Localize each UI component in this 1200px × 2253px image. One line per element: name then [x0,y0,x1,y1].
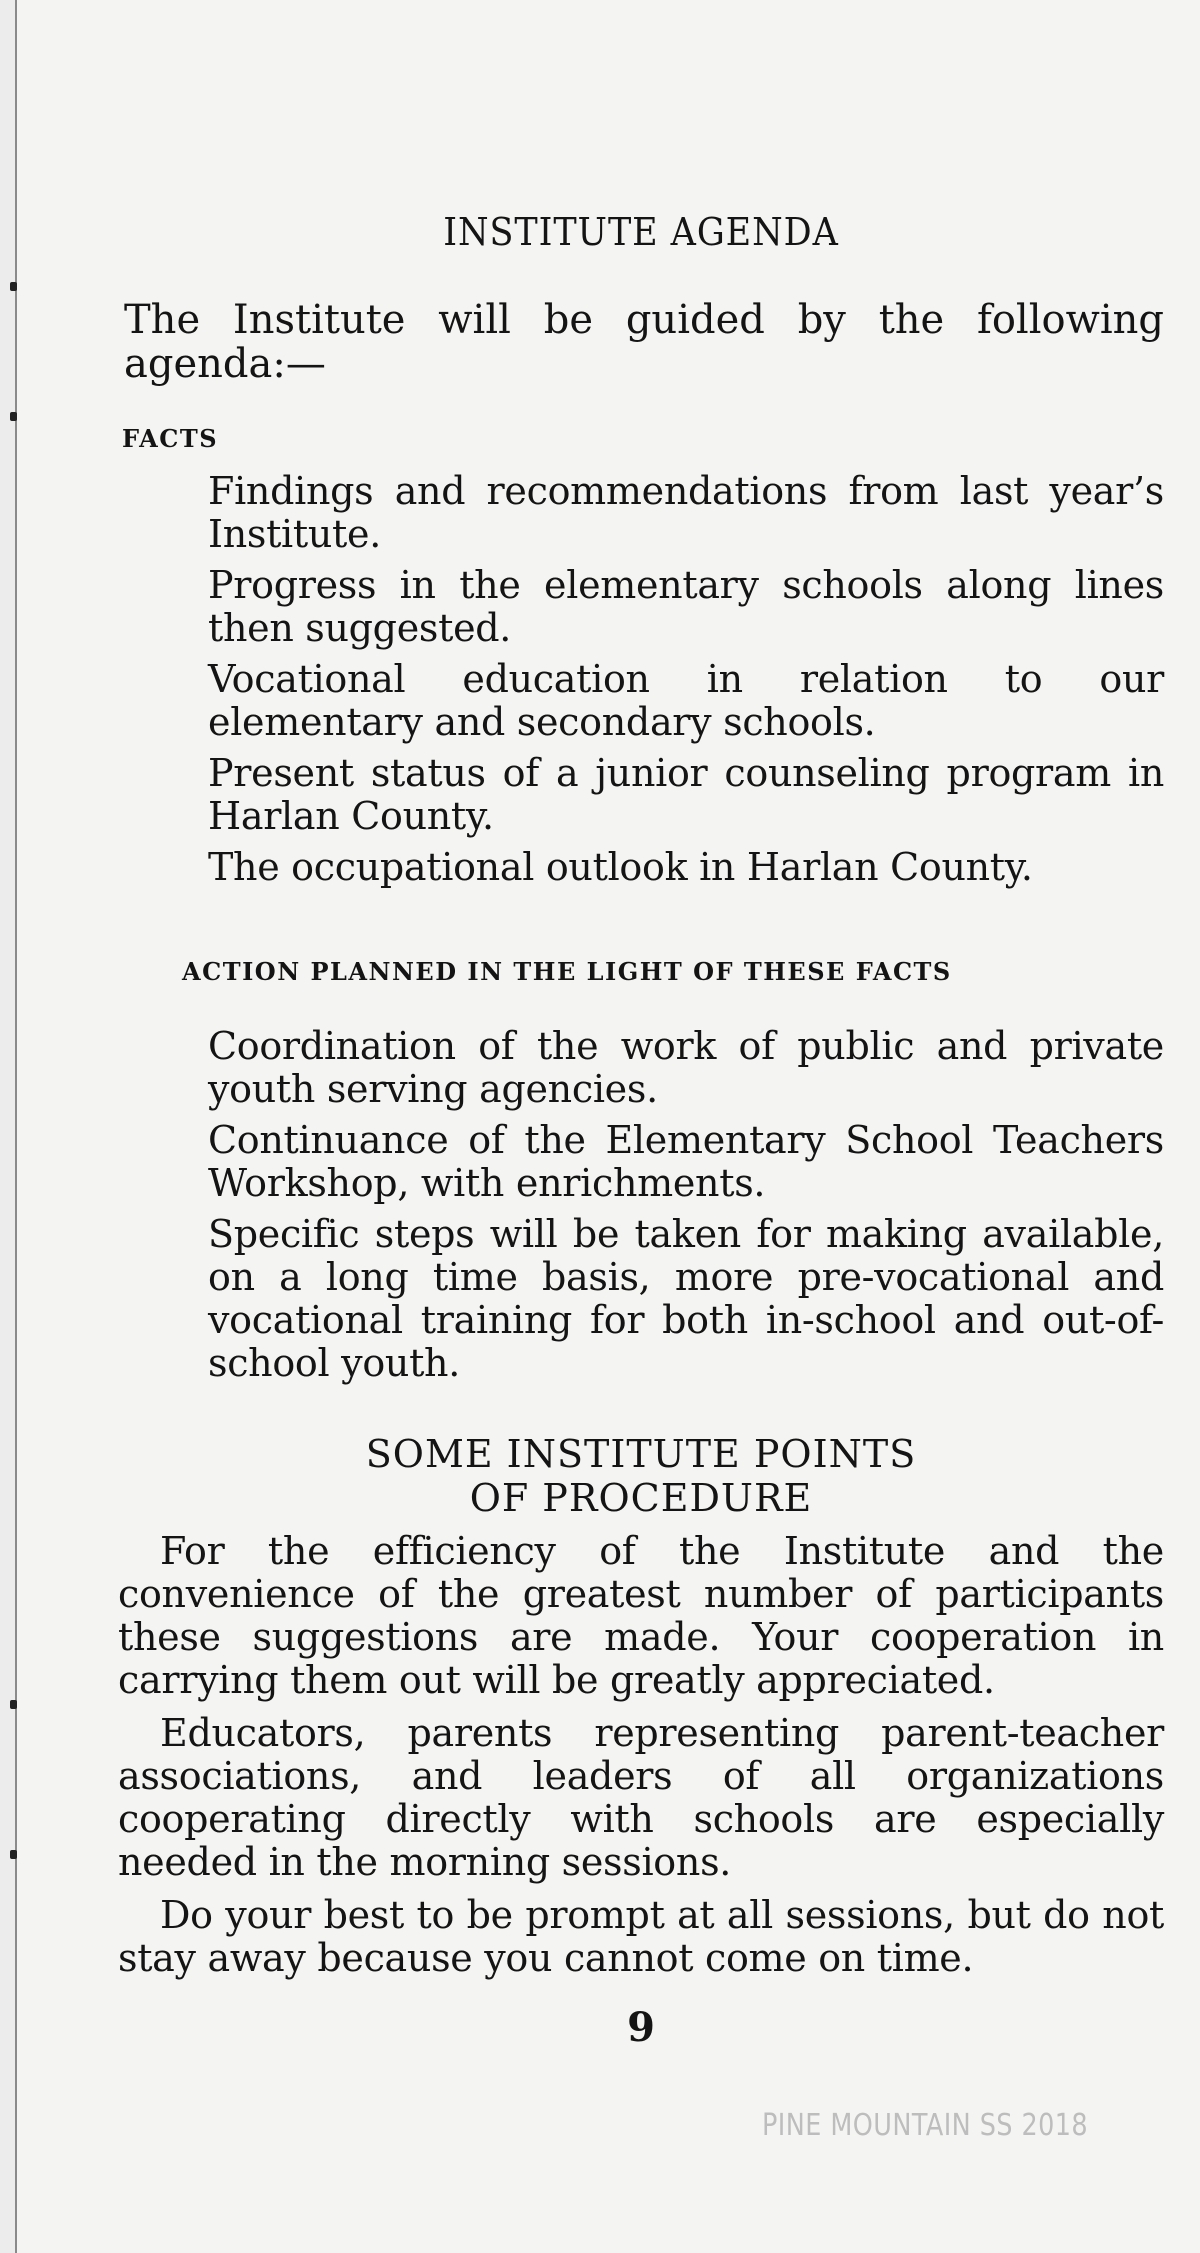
procedure-title-line2: OF PROCEDURE [469,1476,813,1520]
facts-item: Progress in the elementary schools along lines then suggested. [208,563,1164,650]
edge-mark [10,1850,17,1859]
procedure-paragraph: Do your best to be prompt at all sessions, but do not stay away because you cannot come on time. [118,1893,1164,1980]
page-edge [15,0,17,2253]
edge-mark [10,1700,17,1709]
edge-mark [10,412,17,421]
action-heading: ACTION PLANNED IN THE LIGHT OF THESE FACTS [182,957,952,986]
procedure-title-line1: SOME INSTITUTE POINTS [365,1432,917,1476]
procedure-paragraph: For the efficiency of the Institute and the convenience of the greatest number of participants these suggestions are made. Your cooperation in carrying them out will be greatly appreciated. [118,1529,1164,1702]
facts-item: The occupational outlook in Harlan County. [208,845,1033,889]
action-item: Continuance of the Elementary School Teachers Workshop, with enrichments. [208,1118,1164,1205]
facts-item: Vocational education in relation to our elementary and secondary schools. [208,657,1164,744]
page-title: INSTITUTE AGENDA [443,210,839,254]
edge-mark [10,282,17,291]
action-item: Coordination of the work of public and private youth serving agencies. [208,1024,1164,1111]
page-margin [0,0,15,2253]
action-item: Specific steps will be taken for making available, on a long time basis, more pre-vocational and vocational training for both in-school and out-of-school youth. [208,1212,1164,1385]
procedure-paragraph: Educators, parents representing parent-teacher associations, and leaders of all organizations cooperating directly with schools are especially needed in the morning sessions. [118,1711,1164,1884]
facts-list [208,470,1164,897]
watermark: PINE MOUNTAIN SS 2018 [762,2108,1089,2143]
facts-item: Present status of a junior counseling program in Harlan County. [208,751,1164,838]
action-list [208,1025,1164,1393]
facts-item: Findings and recommendations from last year’s Institute. [208,469,1164,556]
procedure-title [118,1432,1164,1520]
page-number: 9 [627,2004,655,2051]
facts-heading: FACTS [122,424,219,453]
intro-text: The Institute will be guided by the following agenda:— [124,297,1164,387]
